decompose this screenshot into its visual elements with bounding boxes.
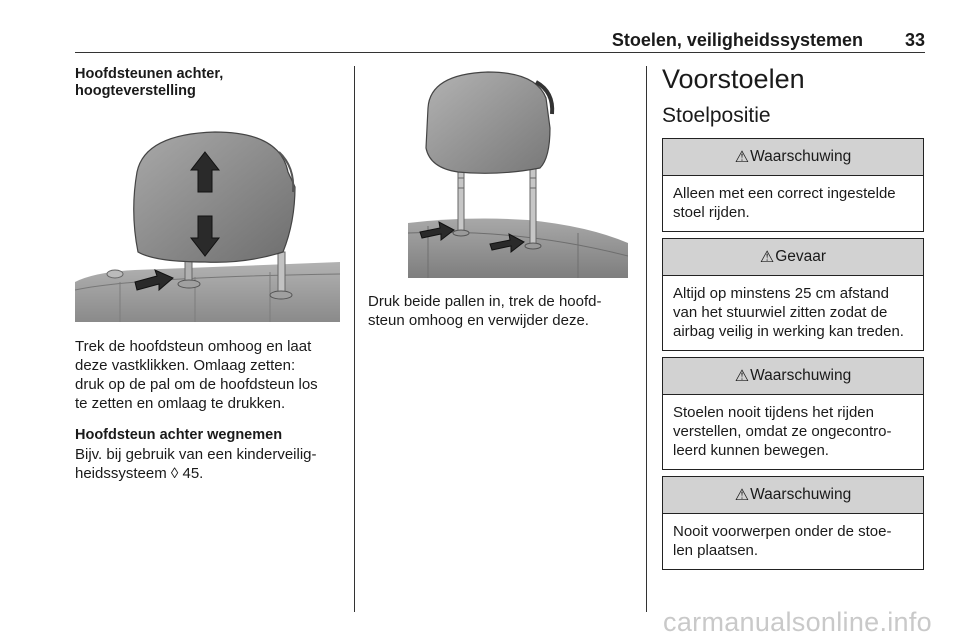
watermark: carmanualsonline.info: [663, 607, 932, 637]
warning-box: [662, 476, 924, 570]
rear-headrest-illustration: [75, 112, 340, 322]
warning-icon: ⚠: [734, 368, 750, 385]
paragraph-line-with-reference: [75, 464, 340, 483]
danger-box-body: [663, 276, 923, 350]
section-heading-line1: Hoofdsteunen achter,: [75, 66, 224, 82]
warning-text-line: Alleen met een correct ingestelde: [673, 185, 896, 202]
paragraph-line: Bijv. bij gebruik van een kinderveilig-: [75, 446, 317, 463]
paragraph-line: te zetten en omlaag te drukken.: [75, 395, 286, 412]
warning-text-line: leerd kunnen bewegen.: [673, 442, 829, 459]
chapter-title: Voorstoelen: [662, 64, 805, 94]
middle-column-body: [368, 292, 630, 330]
left-column-heading: [75, 66, 340, 100]
paragraph-line: Druk beide pallen in, trek de hoofd-: [368, 293, 602, 310]
warning-text-line: stoel rijden.: [673, 204, 750, 221]
warning-label: Waarschuwing: [750, 486, 852, 503]
page-reference-icon: ◊: [170, 465, 179, 482]
warning-label: Waarschuwing: [750, 148, 852, 165]
header-rule: [75, 52, 925, 53]
warning-box-header: [663, 477, 923, 514]
warning-text-line: van het stuurwiel zitten zodat de: [673, 304, 888, 321]
warning-text-line: Stoelen nooit tijdens het rijden: [673, 404, 874, 421]
page-header: [75, 30, 925, 52]
paragraph-text: heidssysteem: [75, 465, 167, 482]
warning-label: Waarschuwing: [750, 367, 852, 384]
column-divider-right: [646, 66, 647, 612]
section-title: Stoelpositie: [662, 104, 771, 127]
paragraph-line: druk op de pal om de hoofdsteun los: [75, 376, 318, 393]
headrest-removal-illustration: [368, 68, 628, 278]
warning-box: [662, 138, 924, 232]
subheading-remove-headrest: Hoofdsteun achter wegnemen: [75, 427, 283, 443]
right-column-heading: [662, 62, 924, 129]
paragraph-line: steun omhoog en verwijder deze.: [368, 312, 589, 329]
danger-box-header: [663, 239, 923, 276]
warning-box-header: [663, 358, 923, 395]
warning-icon: ⚠: [734, 149, 750, 166]
danger-label: Gevaar: [775, 248, 827, 265]
warning-box-body: [663, 514, 923, 569]
warning-icon: ⚠: [734, 487, 750, 504]
paragraph-line: Trek de hoofdsteun omhoog en laat: [75, 338, 312, 355]
column-divider-left: [354, 66, 355, 612]
warning-box-body: [663, 176, 923, 231]
warning-box: [662, 357, 924, 470]
warning-text-line: Altijd op minstens 25 cm afstand: [673, 285, 889, 302]
warning-text-line: len plaatsen.: [673, 542, 759, 559]
page-title: Stoelen, veiligheidssystemen: [611, 30, 863, 50]
warning-icon: ⚠: [759, 249, 775, 266]
danger-box: [662, 238, 924, 351]
page-number: 33: [904, 30, 925, 50]
warning-text-line: airbag veilig in werking kan treden.: [673, 323, 904, 340]
warning-text-line: verstellen, omdat ze ongecontro-: [673, 423, 892, 440]
section-heading-line2: hoogteverstelling: [75, 83, 196, 99]
warning-text-line: Nooit voorwerpen onder de stoe-: [673, 523, 892, 540]
warning-box-header: [663, 139, 923, 176]
warning-box-body: [663, 395, 923, 469]
paragraph-line: deze vastklikken. Omlaag zetten:: [75, 357, 296, 374]
left-column-body: [75, 337, 340, 483]
page-reference-link[interactable]: 45.: [182, 465, 204, 482]
